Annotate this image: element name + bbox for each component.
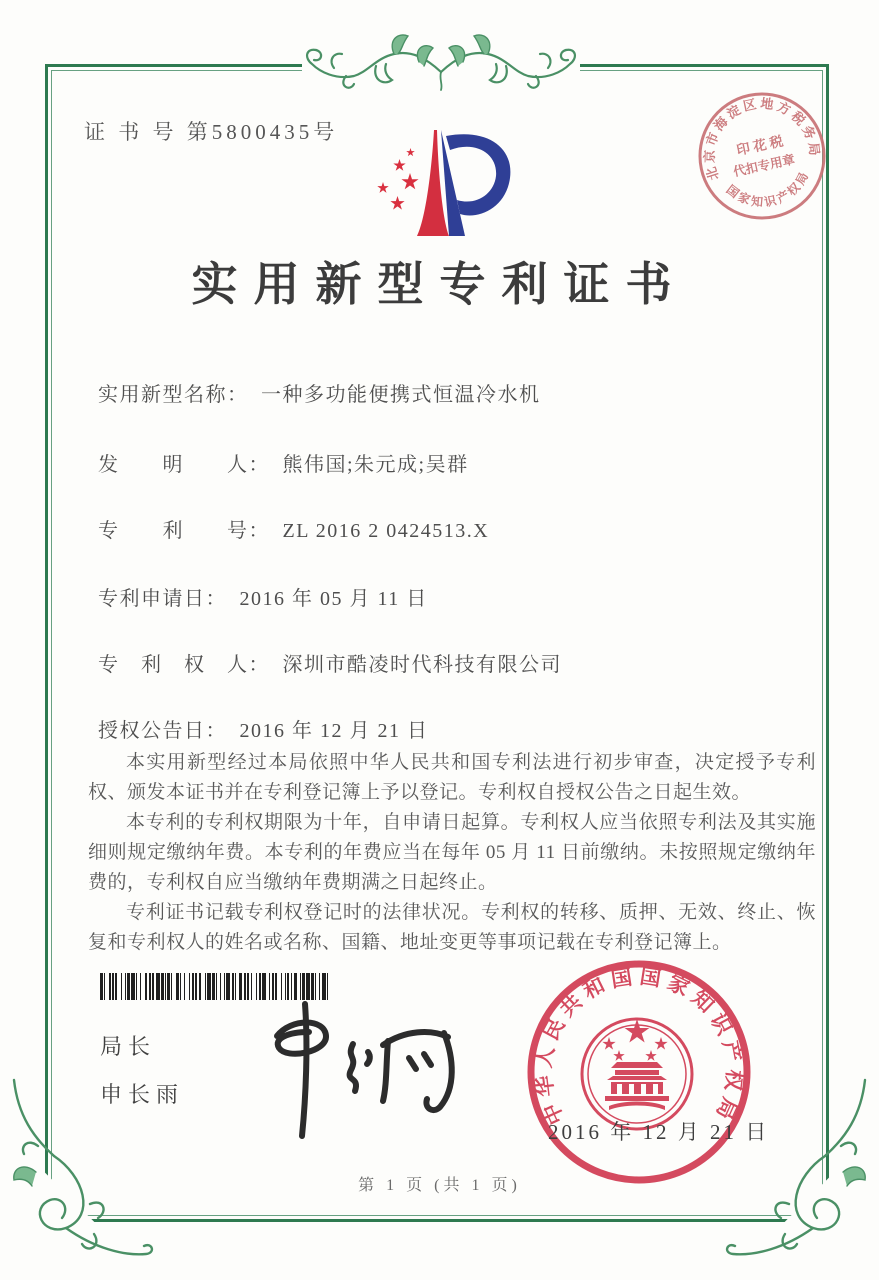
field-value: 深圳市酷凌时代科技有限公司 xyxy=(282,654,562,676)
cnipa-logo-icon xyxy=(338,126,528,244)
field-value: ZL 2016 2 0424513.X xyxy=(282,520,490,542)
body-paragraph: 本专利的专利权期限为十年，自申请日起算。专利权人应当依照专利法及其实施细则规定缴纳年费。本专利的年费应当在每年 05 月 11 日前缴纳。未按照规定缴纳年费的，专利权自应当缴纳年费期满之日起终止。 xyxy=(88,812,816,893)
tax-stamp-center-line1: 印 花 税 xyxy=(735,133,785,158)
signer-title: 局长 xyxy=(100,1034,157,1059)
field-label: 专 利 号： xyxy=(98,520,270,542)
official-seal-icon xyxy=(523,956,755,1188)
field-filing-date xyxy=(98,582,428,611)
field-label: 实用新型名称： xyxy=(98,384,249,406)
body-paragraph: 本实用新型经过本局依照中华人民共和国专利法进行初步审查，决定授予专利权、颁发本证书并在专利登记簿上予以登记。专利权自授权公告之日起生效。 xyxy=(88,752,816,803)
seal-date: 2016 年 12 月 21 日 xyxy=(548,1120,770,1144)
field-value: 熊伟国;朱元成;吴群 xyxy=(282,454,469,476)
body-paragraph: 专利证书记载专利权登记时的法律状况。专利权的转移、质押、无效、终止、恢复和专利权人的姓名或名称、国籍、地址变更等事项记载在专利登记簿上。 xyxy=(88,902,816,953)
field-grant-publication-date xyxy=(98,714,429,743)
field-utility-model-name xyxy=(98,378,541,407)
field-value: 2016 年 12 月 21 日 xyxy=(239,720,429,742)
field-label: 专 利 权 人： xyxy=(98,654,270,676)
field-label: 授权公告日： xyxy=(98,720,227,742)
seal-arc-text: 中华人民共和国国家知识产权局 xyxy=(531,964,747,1129)
tax-stamp-top-text: 北京市海淀区地方税务局 xyxy=(701,95,823,183)
tax-stamp-bottom-text: 国家知识产权局 xyxy=(723,167,813,210)
field-value: 2016 年 05 月 11 日 xyxy=(239,588,428,610)
field-label: 发 明 人： xyxy=(98,454,270,476)
field-label: 专利申请日： xyxy=(98,588,227,610)
floral-ornament-icon xyxy=(274,20,608,110)
certificate-body-text xyxy=(88,748,816,958)
corner-flourish-icon xyxy=(6,1076,156,1276)
tax-stamp-icon xyxy=(679,73,845,239)
field-patentee xyxy=(98,648,562,677)
field-value: 一种多功能便携式恒温冷水机 xyxy=(261,384,541,406)
certificate-title: 实用新型专利证书 xyxy=(191,259,688,310)
signature-icon xyxy=(225,988,475,1148)
signer-name: 申长雨 xyxy=(100,1082,185,1107)
page-footer: 第 1 页 (共 1 页) xyxy=(358,1177,521,1194)
field-patent-number xyxy=(98,514,489,543)
field-inventors xyxy=(98,448,469,477)
certificate-number: 证 书 号 第5800435号 xyxy=(84,120,339,144)
tax-stamp-center-line2: 代扣专用章 xyxy=(732,152,797,180)
